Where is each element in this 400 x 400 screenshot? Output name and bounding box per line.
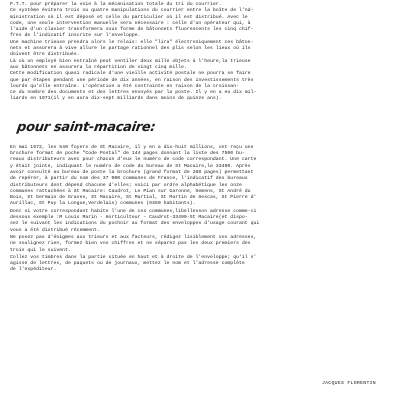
intro-paragraph-3: Là où un employé bien entraîné peut ventiler deux mille objets à l'heure,la trieuse aux bâtonnets en assurera la répartition de vingt cinq mille. (10, 58, 251, 70)
body-paragraph-4: Collez vos timbres dans la partie située en haut et à droite de l'enveloppe; qu'il s' agisse de lettres, de paquets ou de journaux, mettez le nom et l'adresse complète de l'expéditeur. (10, 254, 257, 273)
body-paragraph-2: Donc si votre correspondant habite l'une de ces communes,libellesson adresse comme-ci dessous exemple :M Louis Marin - Horticulteur - Caudrot-33490-St Macaire(et dispo- sez le suivant les indications du pochoir au format des enveloppes d'usage courant qui vous a été distribué récemment. (10, 208, 260, 233)
body-paragraph-3: Ne posez pas d'énigmes aux trieurs et aux facteurs, rédigez lisiblement vos adresses, ne soulignez rien, formez bien vos chiffres et ne séparez pas les deux premiers des trois qui le suivent. (10, 234, 257, 253)
intro-paragraph-4: Cette modification quasi radicale d'une vieille activité postale ne pourra se faire que par étapes pendant une période de dix années, en raison des investissements très lourds qu'elle entraîne. L'opération a été contrainte en raison de la croissan- ce du nombre des documents et des lettres envoyés par la poste. Il y en a eu dix mil- liards en 1971(il y en aura dix-sept milliards dans moins de quinze ans). (10, 71, 257, 102)
body-paragraph-1: En mai 1972, les 540 foyers de St Macaire, il y en a dix-huit millions, ont reçu une brochure format de poche "Code Postal" de 144 pages donnant la liste des 7500 bu- reaux distributeurs avec pour chacun d'eux le numéro de code correspondant. Une carte y était jointe, indiquant le numéro de code du bureau de St Macaire,le 33490. Après avoir consulté au bureau de poste la brochure (grand format de 288 pages) permettant de repérer, à partir du nom des 37 000 communes de France, l'indicatif des bureaux distributeurs dont dépend chacune d'elles; voici par ordre alphabétique les onze communes rattachées à St Macaire: Caudrot, Le Pian sur Garonne, Semens, St André du Bois, St Germain de Graves, St Macaire, St Martial, St Martin de Sescas, St Pierre d' Aurillac, St Puy la Longue,Verdelais) communes (6450 habitants). (10, 144, 257, 207)
section-heading: pour saint-macaire: (16, 119, 157, 135)
intro-paragraph-2: Une machine trieuse prendra alors le relais: elle "lira" électroniquement ces bâton- nets et assurera à vive allure le partage rationnel des plis selon les lieux où ils doivent être distribués. (10, 39, 254, 58)
author-signature: JACQUES FLORENTIN (321, 381, 376, 386)
intro-paragraph-1: P.T.T. pour préparer la voie à la mécanisation totale du tri du courrier. Ce système évitera trois ou quatre manipulations du courrier entre la boîte de l'Ad- ministration où il est déposé et celle du particulier où il est distribué. Avec le code, une seule intervention manuelle sera nécessaire : celle d'un opérateur qui, à l'aide d'un clavier transformera sous forme de bâtonnets fluorescents les cinq chif- fres de l'indicatif inscrite sur l'enveloppe. (10, 2, 254, 39)
